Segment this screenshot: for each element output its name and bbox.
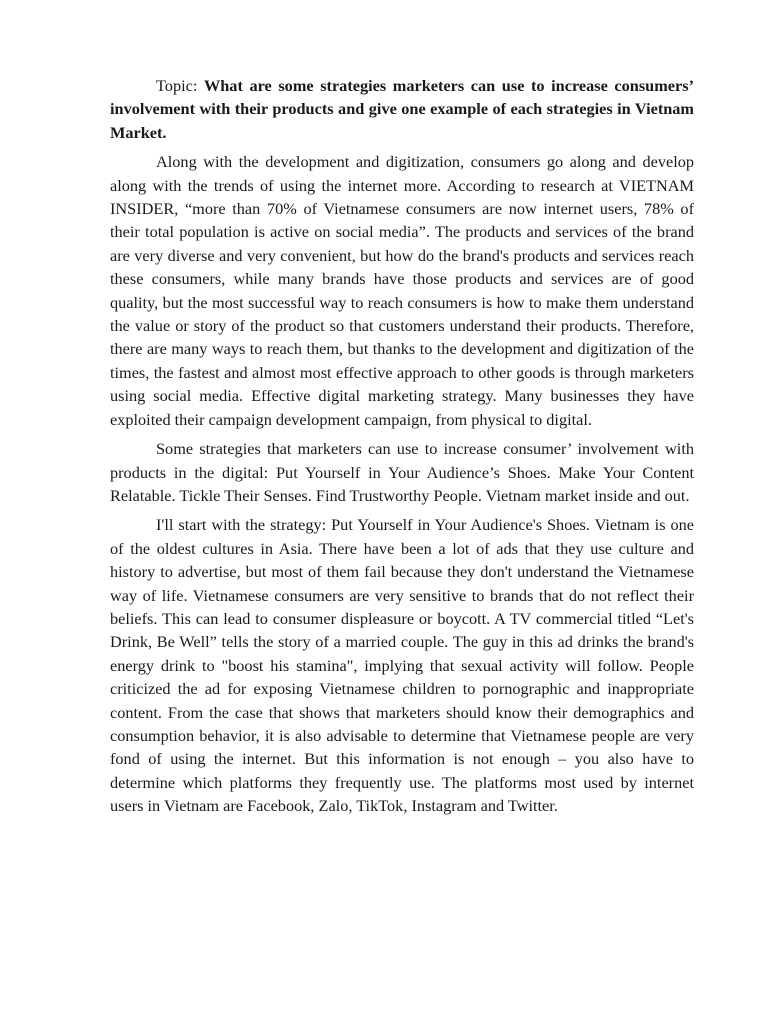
body-paragraph-3: I'll start with the strategy: Put Yourself in Your Audience's Shoes. Vietnam is one of the oldest cultures in Asia. There have been a lot of ads that they use culture and history to advertise, but most of them fail because they don't understand the Vietnamese way of life. Vietnamese consumers are very sensitive to brands that do not reflect their beliefs. This can lead to consumer displeasure or boycott. A TV commercial titled “Let's Drink, Be Well” tells the story of a married couple. The guy in this ad drinks the brand's energy drink to "boost his stamina", implying that sexual activity will follow. People criticized the ad for exposing Vietnamese children to pornographic and inappropriate content. From the case that shows that marketers should know their demographics and consumption behavior, it is also advisable to determine that Vietnamese people are very fond of using the internet. But this information is not enough – you also have to determine which platforms they frequently use. The platforms most used by internet users in Vietnam are Facebook, Zalo, TikTok, Instagram and Twitter. <box>110 515 694 816</box>
topic-label: Topic: <box>156 76 198 95</box>
topic-text: What are some strategies marketers can use to increase consumers’ involvement with their products and give one example of each strategies in Vietnam Market. <box>110 76 694 142</box>
document-page <box>110 74 694 824</box>
body-paragraph-2: Some strategies that marketers can use to increase consumer’ involvement with products in the digital: Put Yourself in Your Audience’s Shoes. Make Your Content Relatable. Tickle Their Senses. Find Trustworthy People. Vietnam market inside and out. <box>110 439 694 505</box>
topic-paragraph <box>110 74 694 144</box>
body-paragraph-1: Along with the development and digitization, consumers go along and develop along with the trends of using the internet more. According to research at VIETNAM INSIDER, “more than 70% of Vietnamese consumers are now internet users, 78% of their total population is active on social media”. The products and services of the brand are very diverse and very convenient, but how do the brand's products and services reach these consumers, while many brands have those products and services are of good quality, but the most successful way to reach consumers is how to make them understand the value or story of the product so that customers understand their products. Therefore, there are many ways to reach them, but thanks to the development and digitization of the times, the fastest and almost most effective approach to other goods is through marketers using social media. Effective digital marketing strategy. Many businesses they have exploited their campaign development campaign, from physical to digital. <box>110 152 694 429</box>
